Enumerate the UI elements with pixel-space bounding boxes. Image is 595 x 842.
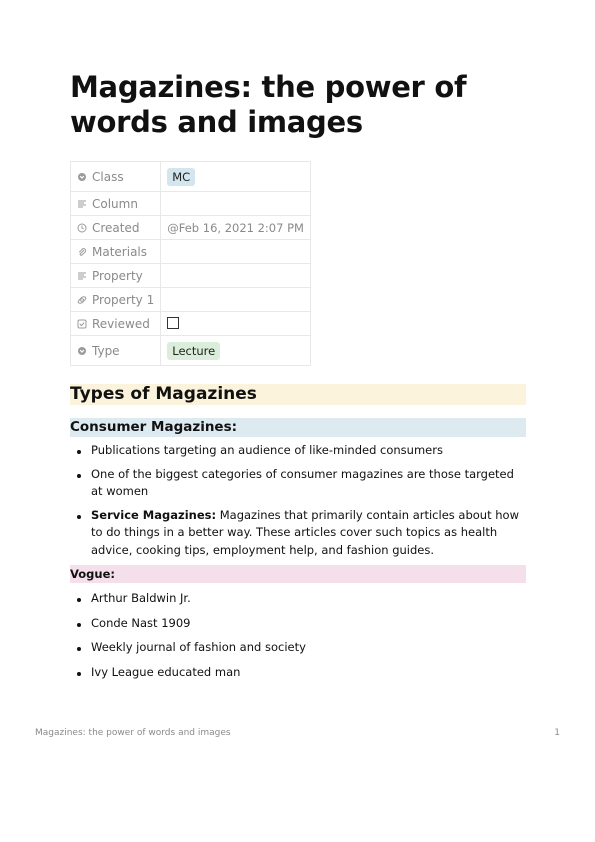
- list-item: Arthur Baldwin Jr.: [70, 590, 526, 608]
- property-row-created: [71, 216, 311, 240]
- property-key-label: Materials: [92, 244, 148, 259]
- type-pill: Lecture: [167, 342, 220, 360]
- property-row-property-1: [71, 288, 311, 312]
- property-key-label: Column: [92, 196, 138, 211]
- property-key: [71, 192, 161, 216]
- property-row-property: [71, 264, 311, 288]
- text-icon: [77, 271, 87, 281]
- heading-vogue: Vogue:: [70, 565, 526, 583]
- property-key-label: Class: [92, 169, 124, 184]
- property-value[interactable]: [161, 162, 311, 192]
- property-key: [71, 240, 161, 264]
- link-icon: [77, 295, 87, 305]
- select-icon: [77, 346, 87, 356]
- page-title: Magazines: the power of words and images: [70, 70, 467, 139]
- page-body: [70, 70, 526, 688]
- properties-table: [70, 161, 311, 366]
- consumer-list: [70, 437, 526, 559]
- class-pill: MC: [167, 168, 195, 186]
- checkbox-icon: [77, 319, 87, 329]
- list-item-text: Magazines that primarily contain articles about how to do things in a better way. These articles cover such topics as health advice, cooking tips, employment help, and fashion guides.: [91, 507, 519, 557]
- list-item-text: Publications targeting an audience of like-minded consumers: [91, 443, 443, 457]
- list-item: [70, 466, 526, 501]
- property-key: [71, 336, 161, 366]
- property-row-materials: [71, 240, 311, 264]
- property-key-label: Property: [92, 268, 143, 283]
- list-item: [70, 507, 526, 560]
- property-row-reviewed: [71, 312, 311, 336]
- property-value[interactable]: [161, 288, 311, 312]
- property-row-type: [71, 336, 311, 366]
- property-value[interactable]: [161, 192, 311, 216]
- property-value: [161, 312, 311, 336]
- property-key-label: Created: [92, 220, 140, 235]
- property-key: [71, 162, 161, 192]
- heading-types-of-magazines: Types of Magazines: [70, 384, 526, 405]
- list-item: Conde Nast 1909: [70, 615, 526, 633]
- property-key-label: Type: [92, 343, 120, 358]
- text-icon: [77, 199, 87, 209]
- clock-icon: [77, 223, 87, 233]
- property-value[interactable]: [161, 240, 311, 264]
- vogue-list: [70, 583, 526, 681]
- property-key: [71, 264, 161, 288]
- heading-consumer-magazines: Consumer Magazines:: [70, 418, 526, 437]
- property-key-label: Reviewed: [92, 316, 150, 331]
- list-item: Weekly journal of fashion and society: [70, 639, 526, 657]
- list-item: [70, 442, 526, 460]
- list-item-bold: Service Magazines:: [91, 507, 217, 522]
- property-row-column: [71, 192, 311, 216]
- list-item: Ivy League educated man: [70, 664, 526, 682]
- list-item-text: One of the biggest categories of consumer magazines are those targeted at women: [91, 466, 514, 498]
- property-key: [71, 216, 161, 240]
- property-key-label: Property 1: [92, 292, 155, 307]
- reviewed-checkbox[interactable]: [167, 317, 179, 329]
- property-row-class: [71, 162, 311, 192]
- property-value[interactable]: [161, 264, 311, 288]
- select-icon: [77, 172, 87, 182]
- created-value: @Feb 16, 2021 2:07 PM: [161, 216, 311, 240]
- footer-title: Magazines: the power of words and images: [35, 728, 231, 738]
- attachment-icon: [77, 247, 87, 257]
- page-number: 1: [554, 728, 560, 738]
- property-key: [71, 312, 161, 336]
- property-value[interactable]: [161, 336, 311, 366]
- property-key: [71, 288, 161, 312]
